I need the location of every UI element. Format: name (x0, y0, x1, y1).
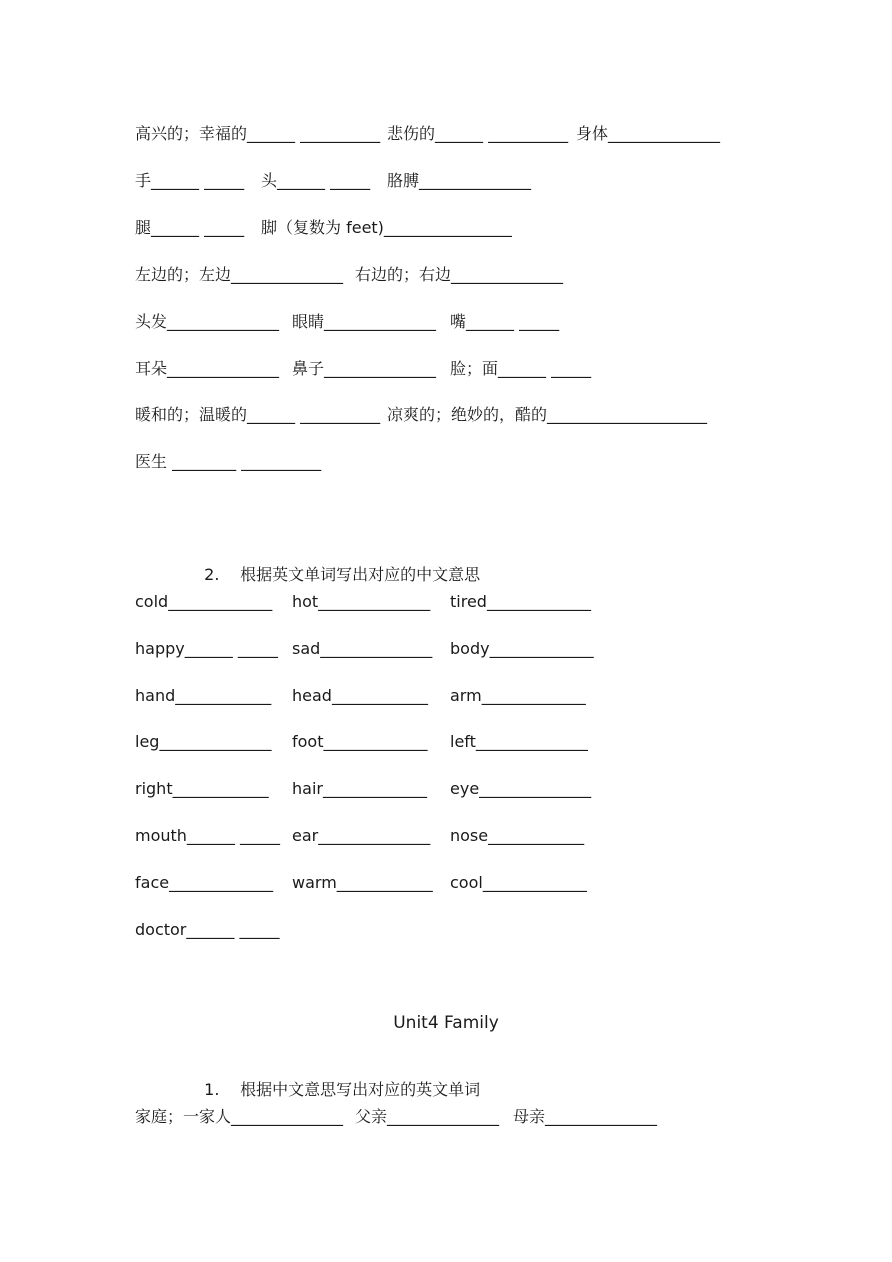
section-number: 2. (204, 565, 220, 584)
exercise-item: 头______ _____ (261, 171, 371, 190)
exercise-item: left______________ (450, 732, 588, 751)
section-number: 1. (204, 1080, 220, 1099)
exercise-item: 脸；面______ _____ (450, 359, 592, 378)
exercise-item: 家庭；一家人______________ (135, 1107, 344, 1126)
exercise-item: 嘴______ _____ (450, 312, 560, 331)
exercise-item: hair_____________ (292, 779, 427, 798)
unit-title: Unit4 Family (393, 1013, 499, 1033)
exercise-item: 医生 ________ __________ (135, 452, 322, 471)
exercise-item: 眼睛______________ (292, 312, 437, 331)
exercise-item: hand____________ (135, 686, 272, 705)
exercise-item: 左边的；左边______________ (135, 265, 344, 284)
exercise-item: 暖和的；温暖的______ __________ (135, 405, 381, 424)
unit4-section-heading (194, 1060, 480, 1100)
exercise-item: warm____________ (292, 873, 433, 892)
exercise-item: right____________ (135, 779, 269, 798)
exercise-item: 手______ _____ (135, 171, 245, 190)
exercise-item: happy______ _____ (135, 639, 278, 658)
exercise-item: 母亲______________ (513, 1107, 658, 1126)
section-title: 根据中文意思写出对应的英文单词 (240, 1080, 481, 1099)
section-b-heading (194, 545, 480, 585)
exercise-item: 耳朵______________ (135, 359, 280, 378)
exercise-item: eye______________ (450, 779, 592, 798)
exercise-item: sad______________ (292, 639, 433, 658)
exercise-item: 胳膊______________ (387, 171, 532, 190)
exercise-item: face_____________ (135, 873, 274, 892)
exercise-item: 身体______________ (576, 124, 721, 143)
exercise-item: 凉爽的；绝妙的，酷的____________________ (387, 405, 708, 424)
exercise-item: 右边的；右边______________ (355, 265, 564, 284)
exercise-item: 头发______________ (135, 312, 280, 331)
exercise-item: 父亲______________ (355, 1107, 500, 1126)
exercise-item: foot_____________ (292, 732, 428, 751)
section-title: 根据英文单词写出对应的中文意思 (240, 565, 481, 584)
exercise-item: cold_____________ (135, 592, 273, 611)
exercise-item: cool_____________ (450, 873, 587, 892)
exercise-item: arm_____________ (450, 686, 586, 705)
exercise-item: tired_____________ (450, 592, 591, 611)
exercise-item: 腿______ _____ (135, 218, 245, 237)
exercise-item: nose____________ (450, 826, 585, 845)
exercise-item: leg______________ (135, 732, 272, 751)
exercise-item: body_____________ (450, 639, 594, 658)
exercise-item: hot______________ (292, 592, 431, 611)
exercise-item: ear______________ (292, 826, 431, 845)
exercise-item: 鼻子______________ (292, 359, 437, 378)
exercise-item: 高兴的；幸福的______ __________ (135, 124, 381, 143)
exercise-item: mouth______ _____ (135, 826, 281, 845)
exercise-item: head____________ (292, 686, 428, 705)
exercise-item: 悲伤的______ __________ (387, 124, 569, 143)
exercise-item: 脚（复数为 feet)________________ (261, 218, 512, 237)
exercise-item: doctor______ _____ (135, 920, 280, 939)
